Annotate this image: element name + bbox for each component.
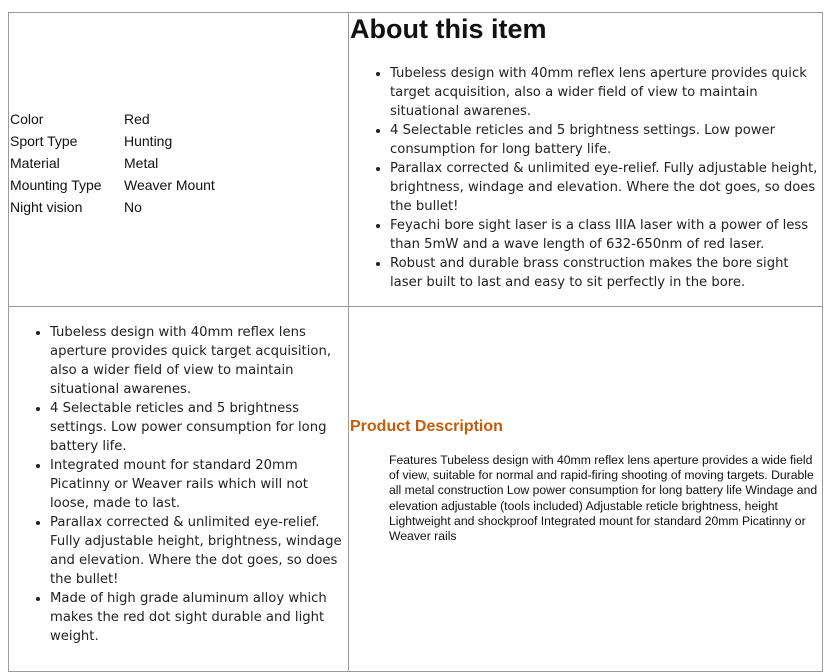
spec-row-mounting-type <box>10 174 215 196</box>
spec-row-color <box>10 108 215 130</box>
list-item: • Integrated mount for standard 20mm Picatinny or Weaver rails which will not loose, made to last. <box>50 456 348 513</box>
spec-label: Mounting Type <box>10 177 102 193</box>
about-title: About this item <box>350 14 547 44</box>
list-item: • Parallax corrected & unlimited eye-relief. Fully adjustable height, brightness, windage and elevation. Where the dot goes, so does the bullet! <box>390 159 822 216</box>
table-divider-horizontal <box>8 306 823 307</box>
spec-row-sport-type <box>10 130 215 152</box>
spec-value: Weaver Mount <box>124 177 215 193</box>
spec-value: Red <box>124 111 150 127</box>
spec-label: Color <box>10 111 44 127</box>
spec-label: Night vision <box>10 199 83 215</box>
product-description-title: Product Description <box>350 418 503 435</box>
spec-row-night-vision <box>10 196 215 218</box>
list-item: • Parallax corrected & unlimited eye-relief. Fully adjustable height, brightness, windage and elevation. Where the dot goes, so does the bullet! <box>50 513 348 589</box>
product-description-text: Features Tubeless design with 40mm reflex lens aperture provides a wide field of view, suitable for normal and rapid-firing shooting of moving targets. Durable all metal construction Low power consumption for long battery life Windage and elevation adjustable (tools included) Adjustable reticle brightness, height Lightweight and shockproof Integrated mount for standard 20mm Picatinny or Weaver rails <box>389 453 818 544</box>
spec-table <box>10 108 215 218</box>
spec-label: Sport Type <box>10 133 78 149</box>
list-item: • Tubeless design with 40mm reflex lens aperture provides quick target acquisition, also a wider field of view to maintain situational awarenes. <box>50 323 348 399</box>
spec-value: No <box>124 199 142 215</box>
spec-label: Material <box>10 155 60 171</box>
about-bullet-list <box>350 64 822 292</box>
spec-value: Hunting <box>124 133 173 149</box>
list-item: • Made of high grade aluminum alloy which makes the red dot sight durable and light weight. <box>50 589 348 646</box>
list-item: • Feyachi bore sight laser is a class IIIA laser with a power of less than 5mW and a wave length of 632-650nm of red laser. <box>390 216 822 254</box>
feature-bullet-list <box>10 323 348 646</box>
list-item: • 4 Selectable reticles and 5 brightness settings. Low power consumption for long battery life. <box>50 399 348 456</box>
list-item: • 4 Selectable reticles and 5 brightness settings. Low power consumption for long battery life. <box>390 121 822 159</box>
spec-value: Metal <box>124 155 159 171</box>
list-item: • Tubeless design with 40mm reflex lens aperture provides quick target acquisition, also a wider field of view to maintain situational awarenes. <box>390 64 822 121</box>
table-divider-vertical <box>348 12 349 672</box>
spec-row-material <box>10 152 215 174</box>
list-item: • Robust and durable brass construction makes the bore sight laser built to last and easy to sit perfectly in the bore. <box>390 254 822 292</box>
